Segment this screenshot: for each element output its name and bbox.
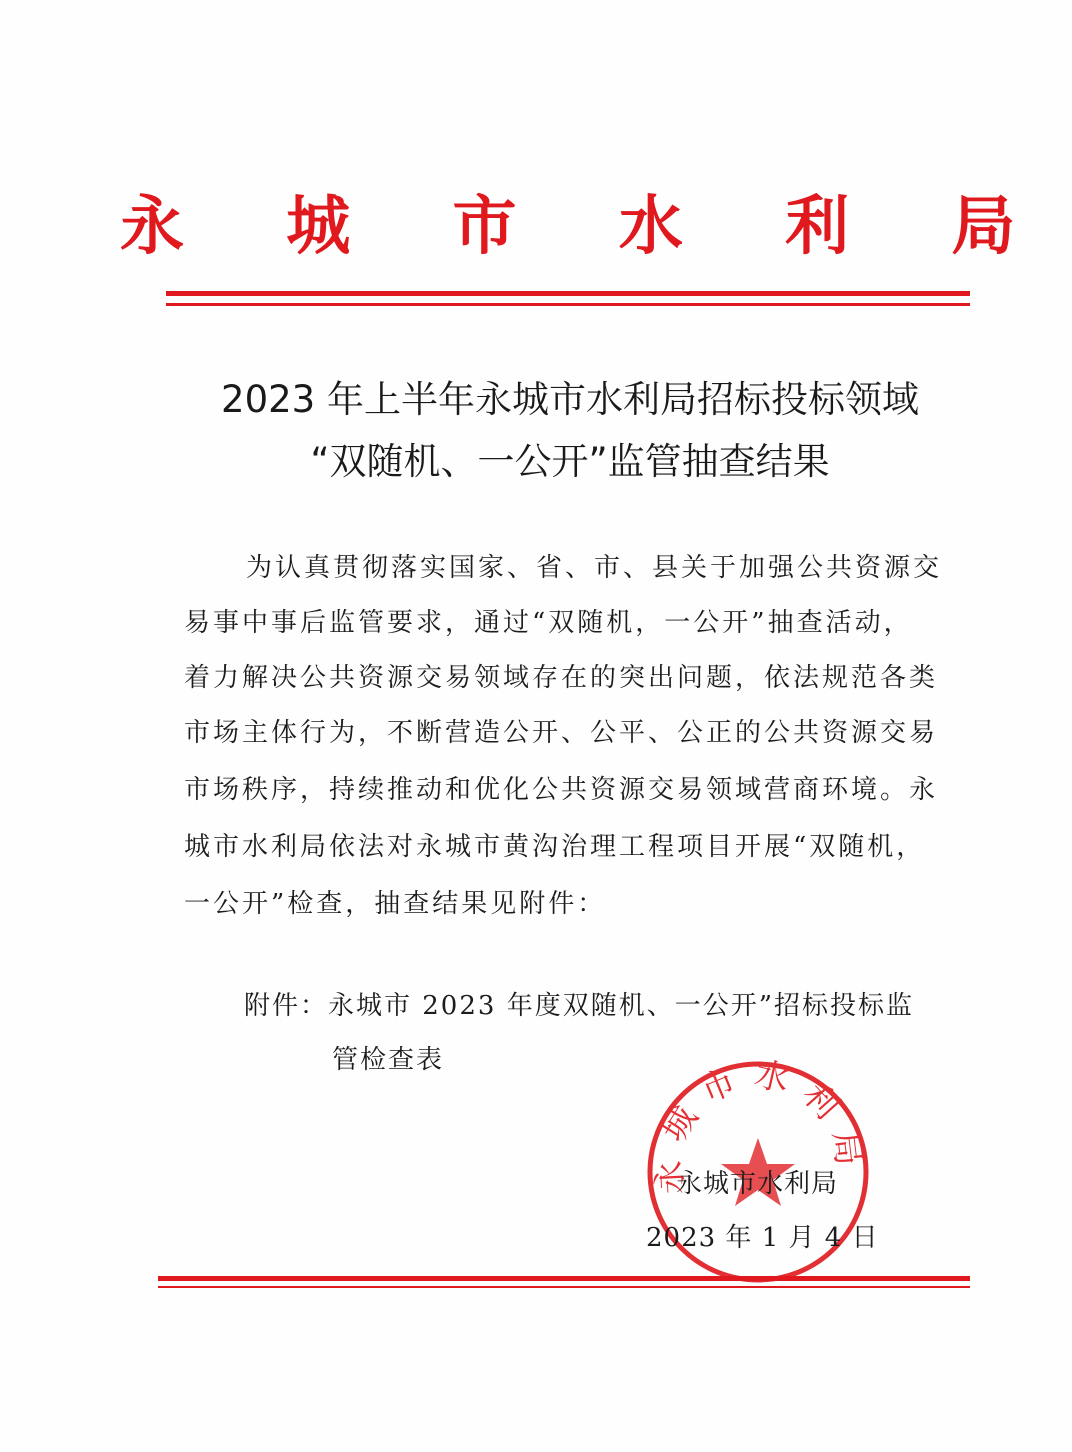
- attachment-line-2: 管检查表: [332, 1045, 445, 1075]
- header-rule-thick: [166, 291, 970, 296]
- header-organization: 永 城 市 水 利 局: [120, 189, 1056, 264]
- body-paragraph-line: 着力解决公共资源交易领域存在的突出问题，依法规范各类: [184, 663, 939, 693]
- signature-organization: 永城市水利局: [676, 1169, 839, 1199]
- body-paragraph-line: 一公开”检查，抽查结果见附件：: [184, 889, 607, 919]
- document-title-line-2: “双随机、一公开”监管抽查结果: [310, 440, 830, 483]
- body-paragraph-line: 为认真贯彻落实国家、省、市、县关于加强公共资源交: [246, 553, 943, 583]
- svg-text:永城市水利局: 永城市水利局: [648, 1054, 871, 1196]
- document-title-line-1: 2023 年上半年永城市水利局招标投标领域: [221, 378, 919, 421]
- footer-rule-thick: [158, 1276, 970, 1281]
- body-paragraph-line: 市场秩序，持续推动和优化公共资源交易领域营商环境。永: [184, 775, 939, 805]
- header-rule-thin: [166, 303, 970, 306]
- body-paragraph-line: 城市水利局依法对永城市黄沟治理工程项目开展“双随机，: [184, 832, 926, 862]
- signature-date: 2023 年 1 月 4 日: [646, 1223, 879, 1253]
- attachment-line-1: 附件：永城市 2023 年度双随机、一公开”招标投标监: [244, 991, 914, 1021]
- footer-rule-thin: [158, 1286, 970, 1288]
- body-paragraph-line: 易事中事后监管要求，通过“双随机，一公开”抽查活动，: [184, 608, 913, 638]
- body-paragraph-line: 市场主体行为，不断营造公开、公平、公正的公共资源交易: [184, 718, 939, 748]
